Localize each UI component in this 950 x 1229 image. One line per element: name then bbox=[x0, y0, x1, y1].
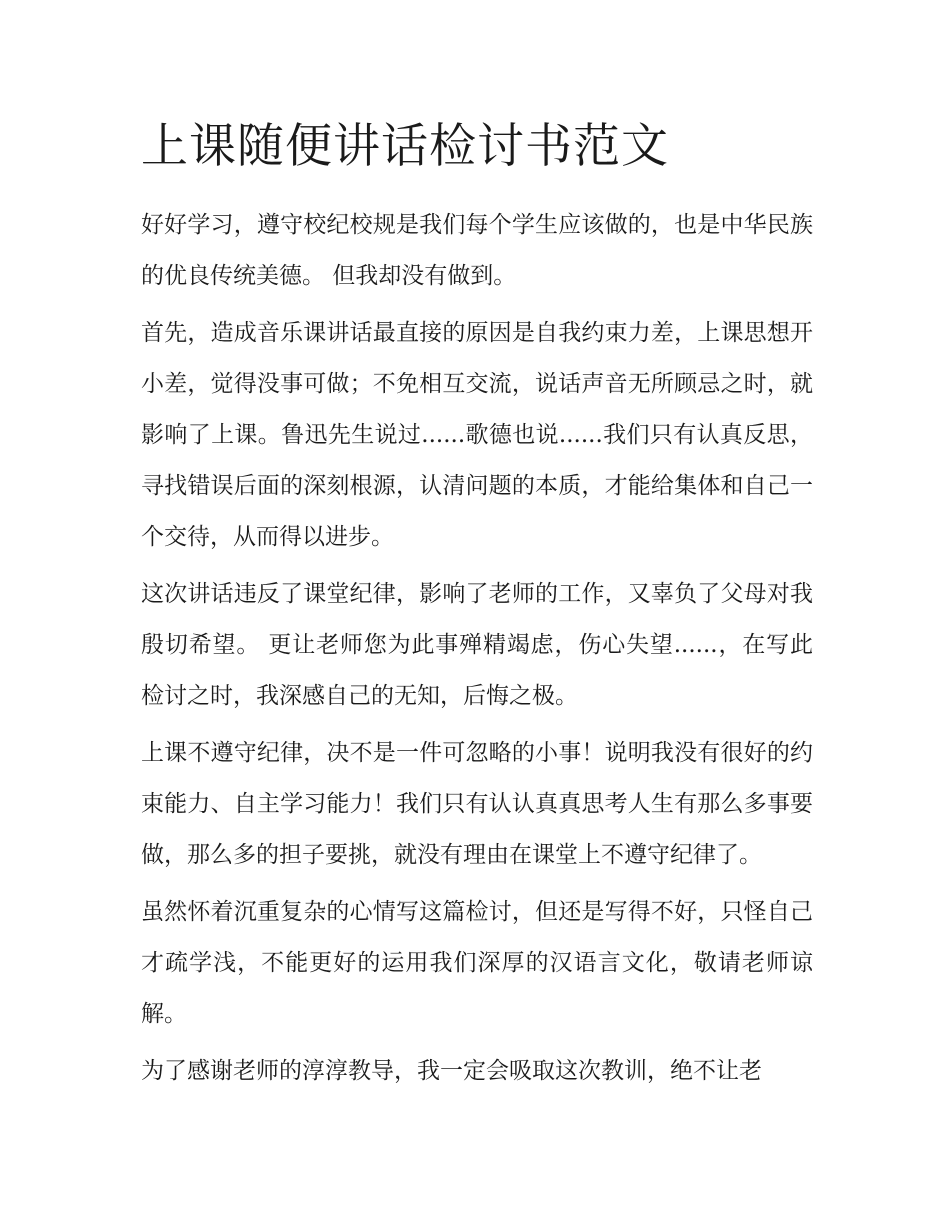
paragraph-6: 为了感谢老师的淳淳教导，我一定会吸取这次教训，绝不让老 bbox=[141, 1058, 762, 1084]
paragraph-1: 好好学习，遵守校纪校规是我们每个学生应该做的，也是中华民族的优良传统美德。 但我却没有做到。 bbox=[141, 212, 813, 289]
paragraph-4: 上课不遵守纪律，决不是一件可忽略的小事！说明我没有很好的约束能力、自主学习能力！我们只有认认真真思考人生有那么多事要做，那么多的担子要挑，就没有理由在课堂上不遵守纪律了。 bbox=[141, 740, 813, 868]
document-page bbox=[141, 112, 813, 1103]
paragraph-3: 这次讲话违反了课堂纪律，影响了老师的工作，又辜负了父母对我殷切希望。 更让老师您为此事殚精竭虑，伤心失望......，在写此检讨之时，我深感自己的无知，后悔之极。 bbox=[141, 581, 813, 709]
paragraph-5: 虽然怀着沉重复杂的心情写这篇检讨，但还是写得不好，只怪自己才疏学浅，不能更好的运用我们深厚的汉语言文化，敬请老师谅解。 bbox=[141, 899, 813, 1027]
document-title: 上课随便讲话检讨书范文 bbox=[141, 119, 669, 174]
paragraph-2: 首先，造成音乐课讲话最直接的原因是自我约束力差，上课思想开小差，觉得没事可做；不免相互交流，说话声音无所顾忌之时，就影响了上课。鲁迅先生说过......歌德也说......我们只有认真反思，寻找错误后面的深刻根源，认清问题的本质，才能给集体和自己一个交待，从而得以进步。 bbox=[141, 320, 813, 550]
